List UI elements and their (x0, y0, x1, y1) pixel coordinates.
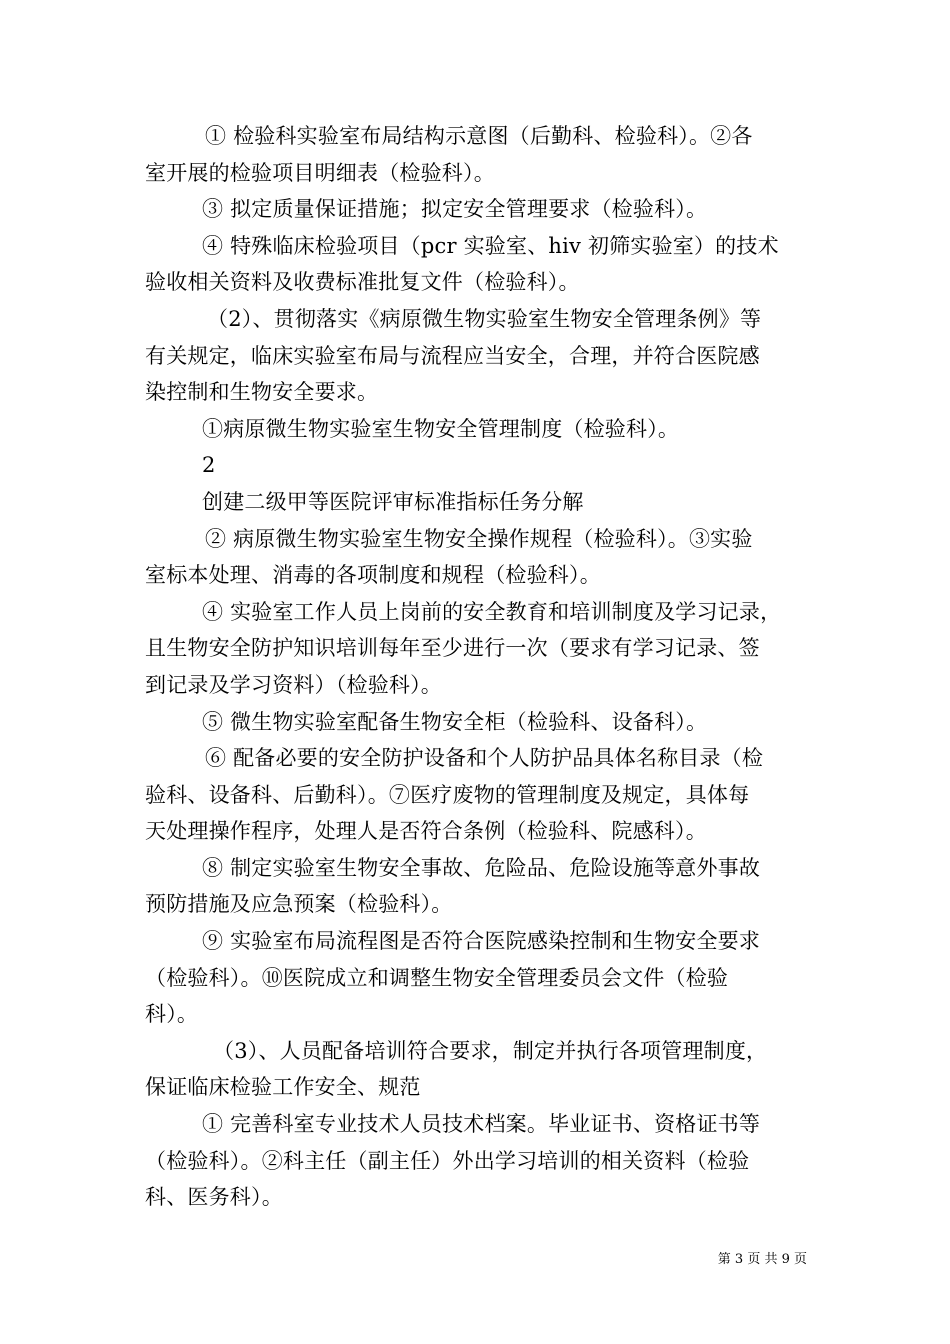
paragraph (145, 521, 815, 594)
text-line: 到记录及学习资料）（检验科）。 (145, 672, 442, 697)
text-line: ① 检验科实验室布局结构示意图（后勤科、检验科）。②各 (205, 124, 753, 148)
text-line: （2）、贯彻落实《病原微生物实验室生物安全管理条例》等 (207, 306, 762, 331)
text-line: 染控制和生物安全要求。 (145, 380, 379, 405)
paragraph (145, 301, 815, 411)
paragraph (145, 447, 815, 484)
paragraph (145, 923, 815, 1033)
text-line: ④ 实验室工作人员上岗前的安全教育和培训制度及学习记录， (202, 599, 782, 624)
text-line: ③ 拟定质量保证措施；拟定安全管理要求（检验科）。 (202, 197, 708, 222)
text-line: ② 病原微生物实验室生物安全操作规程（检验科）。③实验 (205, 526, 753, 551)
text-line: 验科、设备科、后勤科）。⑦医疗废物的管理制度及规定，具体每 (145, 782, 750, 807)
text-line: （3）、人员配备培训符合要求，制定并执行各项管理制度， (213, 1038, 768, 1063)
paragraph (145, 1033, 815, 1106)
paragraph (145, 118, 815, 191)
paragraph (145, 740, 815, 850)
paragraph (145, 228, 815, 301)
paragraph (145, 484, 815, 521)
text-line: 科、医务科）。 (145, 1185, 283, 1210)
text-line: ⑤ 微生物实验室配备生物安全柜（检验科、设备科）。 (202, 709, 708, 734)
text-line: 且生物安全防护知识培训每年至少进行一次（要求有学习记录、签 (145, 636, 760, 661)
text-line: （检验科）。②科主任（副主任）外出学习培训的相关资料（检验 (145, 1148, 750, 1173)
paragraph (145, 1106, 815, 1216)
text-line: ⑨ 实验室布局流程图是否符合医院感染控制和生物安全要求 (202, 929, 761, 954)
text-line: 室开展的检验项目明细表（检验科）。 (145, 160, 495, 185)
text-line: 科）。 (145, 1002, 199, 1027)
text-line: （检验科）。⑩医院成立和调整生物安全管理委员会文件（检验 (145, 965, 729, 990)
text-line: 验收相关资料及收费标准批复文件（检验科）。 (145, 270, 580, 295)
text-line: ⑥ 配备必要的安全防护设备和个人防护品具体名称目录（检 (205, 746, 764, 771)
text-line: 保证临床检验工作安全、规范 (145, 1075, 421, 1100)
text-line: 2 (202, 453, 216, 478)
body-text (145, 118, 815, 1216)
text-line: 预防措施及应急预案（检验科）。 (145, 892, 453, 917)
text-line: ⑧ 制定实验室生物安全事故、危险品、危险设施等意外事故 (202, 855, 761, 880)
paragraph (145, 594, 815, 704)
text-line: 天处理操作程序，处理人是否符合条例（检验科、院感科）。 (145, 819, 707, 844)
paragraph (145, 704, 815, 741)
text-line: ① 完善科室专业技术人员技术档案。毕业证书、资格证书等 (202, 1112, 761, 1137)
paragraph (145, 191, 815, 228)
page-number-footer: 第 3 页 共 9 页 (717, 1252, 807, 1267)
text-line: ①病原微生物实验室生物安全管理制度（检验科）。 (202, 416, 680, 441)
text-line: 室标本处理、消毒的各项制度和规程（检验科）。 (145, 563, 601, 588)
text-line: 创建二级甲等医院评审标准指标任务分解 (202, 489, 584, 514)
paragraph (145, 850, 815, 923)
paragraph (145, 411, 815, 448)
text-line: ④ 特殊临床检验项目（pcr 实验室、hiv 初筛实验室）的技术 (202, 233, 779, 258)
text-line: 有关规定，临床实验室布局与流程应当安全，合理，并符合医院感 (145, 343, 760, 368)
